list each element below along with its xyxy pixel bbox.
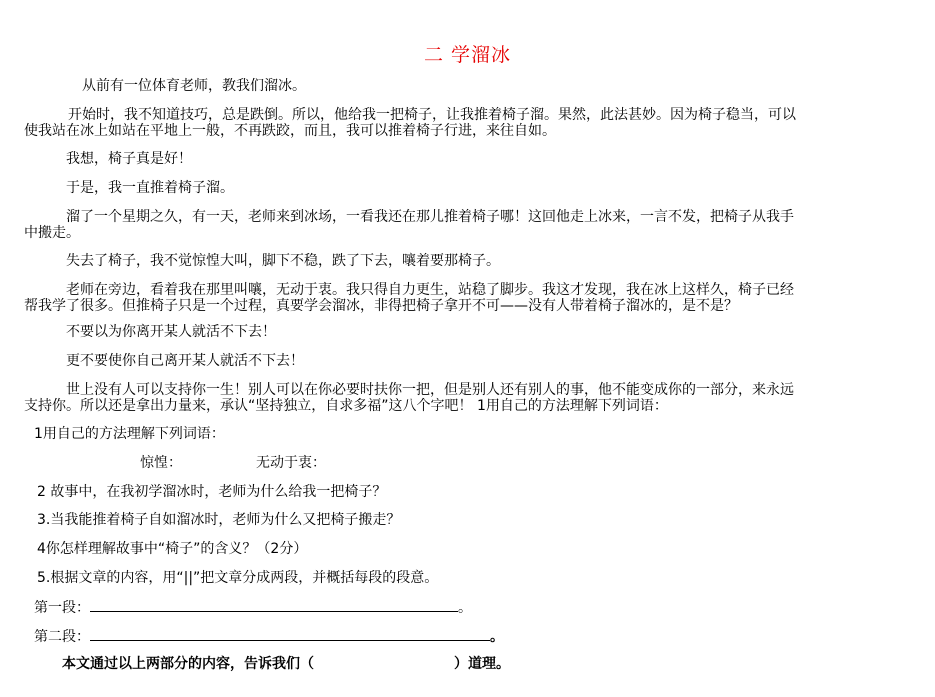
story-paragraph-10-line-1: 世上没有人可以支持你一生！别人可以在你必要时扶你一把，但是别人还有别人的事，他不能变成你的一部分，来永远	[66, 382, 794, 398]
story-paragraph-5-line-2: 中搬走。	[24, 225, 80, 241]
story-paragraph-1: 从前有一位体育老师，教我们溜冰。	[82, 78, 306, 94]
segment-1-row	[34, 599, 472, 616]
story-paragraph-2-line-1: 开始时，我不知道技巧，总是跌倒。所以，他给我一把椅子，让我推着椅子溜。果然，此法甚妙。因为椅子稳当，可以	[68, 107, 796, 123]
story-paragraph-2	[24, 107, 904, 139]
segment-2-answer-blank[interactable]	[90, 628, 490, 641]
story-paragraph-9: 更不要使你自己离开某人就活不下去！	[66, 353, 304, 369]
story-paragraph-10	[24, 382, 904, 414]
summary-suffix: ）道理。	[454, 656, 510, 672]
page-title: 二 学溜冰	[423, 44, 512, 66]
segment-2-label: 第二段：	[34, 629, 90, 645]
story-paragraph-3: 我想，椅子真是好！	[66, 151, 192, 167]
story-paragraph-6: 失去了椅子，我不觉惊惶大叫，脚下不稳，跌了下去，嚷着要那椅子。	[66, 253, 500, 269]
segment-1-label: 第一段：	[34, 600, 90, 616]
segment-1-answer-blank[interactable]	[90, 599, 458, 612]
segment-1-period: 。	[458, 600, 472, 616]
question-2: 2 故事中，在我初学溜冰时，老师为什么给我一把椅子？	[37, 484, 387, 500]
story-paragraph-7-line-2: 帮我学了很多。但推椅子只是一个过程，真要学会溜冰，非得把椅子拿开不可——没有人带着椅子溜冰的，是不是？	[24, 298, 738, 314]
segment-2-row	[34, 628, 504, 645]
story-paragraph-10-line-2: 支持你。所以还是拿出力量来，承认“坚持独立，自求多福”这八个字吧！ 1用自己的方法理解下列词语：	[24, 398, 668, 414]
summary-prefix: 本文通过以上两部分的内容，告诉我们（	[62, 656, 314, 672]
summary-row	[62, 656, 510, 672]
story-paragraph-7-line-1: 老师在旁边，看着我在那里叫嚷，无动于衷。我只得自力更生，站稳了脚步。我这才发现，我在冰上这样久，椅子已经	[66, 282, 794, 298]
story-paragraph-5-line-1: 溜了一个星期之久，有一天，老师来到冰场，一看我还在那儿推着椅子哪！这回他走上冰来，一言不发，把椅子从我手	[66, 209, 794, 225]
question-5: 5.根据文章的内容，用“||”把文章分成两段，并概括每段的段意。	[37, 570, 439, 586]
story-paragraph-7	[24, 282, 904, 314]
story-paragraph-5	[24, 209, 904, 241]
question-3: 3.当我能推着椅子自如溜冰时，老师为什么又把椅子搬走？	[37, 512, 401, 528]
question-1-word-2: 无动于衷：	[256, 455, 326, 471]
story-paragraph-8: 不要以为你离开某人就活不下去！	[66, 324, 276, 340]
question-1-word-1: 惊惶：	[140, 455, 182, 471]
question-1: 1用自己的方法理解下列词语：	[34, 426, 225, 442]
story-paragraph-2-line-2: 使我站在冰上如站在平地上一般，不再跌跤，而且，我可以推着椅子行进，来往自如。	[24, 123, 556, 139]
segment-2-period: 。	[490, 629, 504, 645]
story-paragraph-4: 于是，我一直推着椅子溜。	[66, 180, 234, 196]
question-4: 4你怎样理解故事中“椅子”的含义？（2分）	[37, 541, 308, 557]
